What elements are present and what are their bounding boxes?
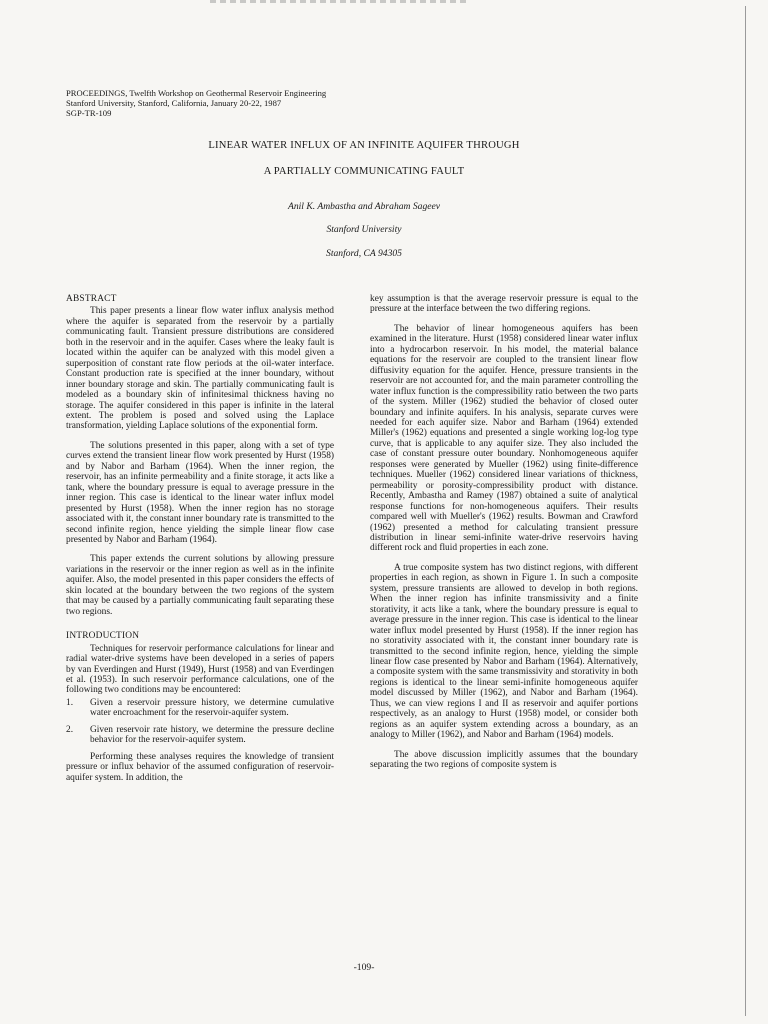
scan-artifact — [210, 0, 470, 3]
page-edge-line — [745, 6, 746, 1016]
header-line-2: Stanford University, Stanford, California, January 20-22, 1987 — [66, 98, 282, 108]
abstract-paragraph-2: The solutions presented in this paper, along with a set of type curves extend the transient linear flow work presented by Hurst (1958) and by Nabor and Barham (1964). When the inner region, the reservoir, has an infinite permeability and a finite storage, it acts like a tank, where the boundary pressure is equal to average pressure in the inner region. This case is identical to the linear water influx model presented by Hurst (1958). When the inner region has no storage associated with it, the constant inner boundary rate is transmitted to the second infinite region, hence yielding the simple linear flow case presented by Nabor and Barham (1964). — [66, 440, 334, 545]
list-item-number: 2. — [66, 724, 74, 735]
right-column — [370, 294, 638, 770]
introduction-heading: INTRODUCTION — [66, 631, 140, 642]
list-item-text: Given a reservoir pressure history, we determine cumulative water encroachment for the reservoir-aquifer system. — [90, 697, 334, 719]
address: Stanford, CA 94305 — [326, 248, 402, 259]
intro-paragraph-2: Performing these analyses requires the knowledge of transient pressure or influx behavior of the assumed configuration of reservoir-aquifer system. In addition, the — [66, 751, 334, 783]
header-line-1: PROCEEDINGS, Twelfth Workshop on Geothermal Reservoir Engineering — [66, 88, 327, 98]
title-line-1: LINEAR WATER INFLUX OF AN INFINITE AQUIFER THROUGH — [208, 140, 520, 151]
abstract-paragraph-1: This paper presents a linear flow water influx analysis method where the aquifer is separated from the reservoir by a partially communicating fault. Transient pressure distributions are considered both in the reservoir and in the aquifer. Cases where the leaky fault is located within the aquifer can be analyzed with this model given a superposition of constant rate flow periods at the oil-water interface. Constant production rate is specified at the inner boundary, without inner boundary storage and skin. The partially communicating fault is modeled as a boundary skin of infinitesimal thickness having no storage. The aquifer considered in this paper is infinite in the lateral extent. The problem is posed and solved using the Laplace transformation, yielding Laplace solutions of the exponential form. — [66, 306, 334, 432]
list-item-number: 1. — [66, 697, 74, 708]
right-paragraph-2: The behavior of linear homogeneous aquifers has been examined in the literature. Hurst (1958) considered linear water influx into a hydrocarbon reservoir. In his model, the material balance equations for the reservoir are coupled to the transient linear flow diffusivity equation for the aquifer. Hence, pressure transients in the reservoir are not accounted for, and the main parameter controlling the water influx function is the compressibility ratio between the two parts of the system. Miller (1962) studied the behavior of closed outer boundary and infinite aquifers. In his analysis, separate curves were needed for each aquifer size. Nabor and Barham (1964) extended Miller's (1962) equations and presented a single working log-log type curve, that is applicable to any aquifer size. They also included the case of constant pressure outer boundary. Nonhomogeneous aquifer responses were generated by Mueller (1962) using finite-difference techniques. Mueller (1962) considered linear variations of thickness, permeability or porosity-compressibility product with distance. Recently, Ambastha and Ramey (1987) obtained a suite of analytical response functions for non-homogeneous aquifers. Their results compared well with Mueller's (1962) results. Bowman and Crawford (1962) presented a method for calculating transient pressure distribution in linear semi-infinite water-drive reservoirs having different rock and fluid properties in each zone. — [370, 323, 638, 554]
right-paragraph-1: key assumption is that the average reservoir pressure is equal to the pressure at the interface between the two differing regions. — [370, 294, 638, 315]
list-item — [66, 698, 334, 719]
list-item-text: Given reservoir rate history, we determine the pressure decline behavior for the reservoir-aquifer system. — [90, 724, 334, 746]
authors: Anil K. Ambastha and Abraham Sageev — [287, 201, 441, 212]
list-item — [66, 725, 334, 746]
paper-title — [0, 140, 728, 192]
page-number: -109- — [353, 962, 375, 973]
title-line-2: A PARTIALLY COMMUNICATING FAULT — [263, 166, 465, 177]
left-column — [66, 294, 334, 783]
abstract-heading: ABSTRACT — [66, 294, 117, 304]
conditions-list — [66, 698, 334, 746]
right-paragraph-4: The above discussion implicitly assumes that the boundary separating the two regions of composite system is — [370, 749, 638, 771]
right-paragraph-3: A true composite system has two distinct regions, with different properties in each region, as shown in Figure 1. In such a composite system, pressure transients are allowed to develop in both regions. When the inner region has infinite transmissivity and a finite storativity, it acts like a tank, where the boundary pressure is equal to average pressure in the inner region. This case is identical to the linear water influx model presented by Hurst (1958). If the inner region has no storativity associated with it, the constant inner boundary rate is transmitted to the second infinite region, hence, yielding the simple linear flow case presented by Nabor and Barham (1964). Alternatively, a composite system with the same transmissivity and storativity in both regions is identical to the linear semi-infinite homogeneous aquifer model discussed by Miller (1962), and Nabor and Barham (1964). Thus, we can view regions I and II as reservoir and aquifer portions respectively, as an analogy to Hurst (1958) model, or consider both regions as an aquifer system extending across a boundary, as an analogy to Miller (1962), and Nabor and Barham (1964) models. — [370, 562, 638, 741]
header-line-3: SGP-TR-109 — [66, 108, 112, 118]
abstract-paragraph-3: This paper extends the current solutions by allowing pressure variations in the reservoir or the inner region as well as in the infinite aquifer. Also, the model presented in this paper considers the effects of skin located at the boundary between the two regions of the system that may be caused by a partially communicating fault separating these two regions. — [66, 554, 334, 617]
intro-paragraph-1: Techniques for reservoir performance calculations for linear and radial water-drive systems have been developed in a series of papers by van Everdingen and Hurst (1949), Hurst (1958) and van Everdingen et al. (1953). In such reservoir performance calculations, one of the following two conditions may be encountered: — [66, 643, 334, 696]
affiliation: Stanford University — [326, 224, 402, 235]
proceedings-header — [66, 88, 326, 118]
